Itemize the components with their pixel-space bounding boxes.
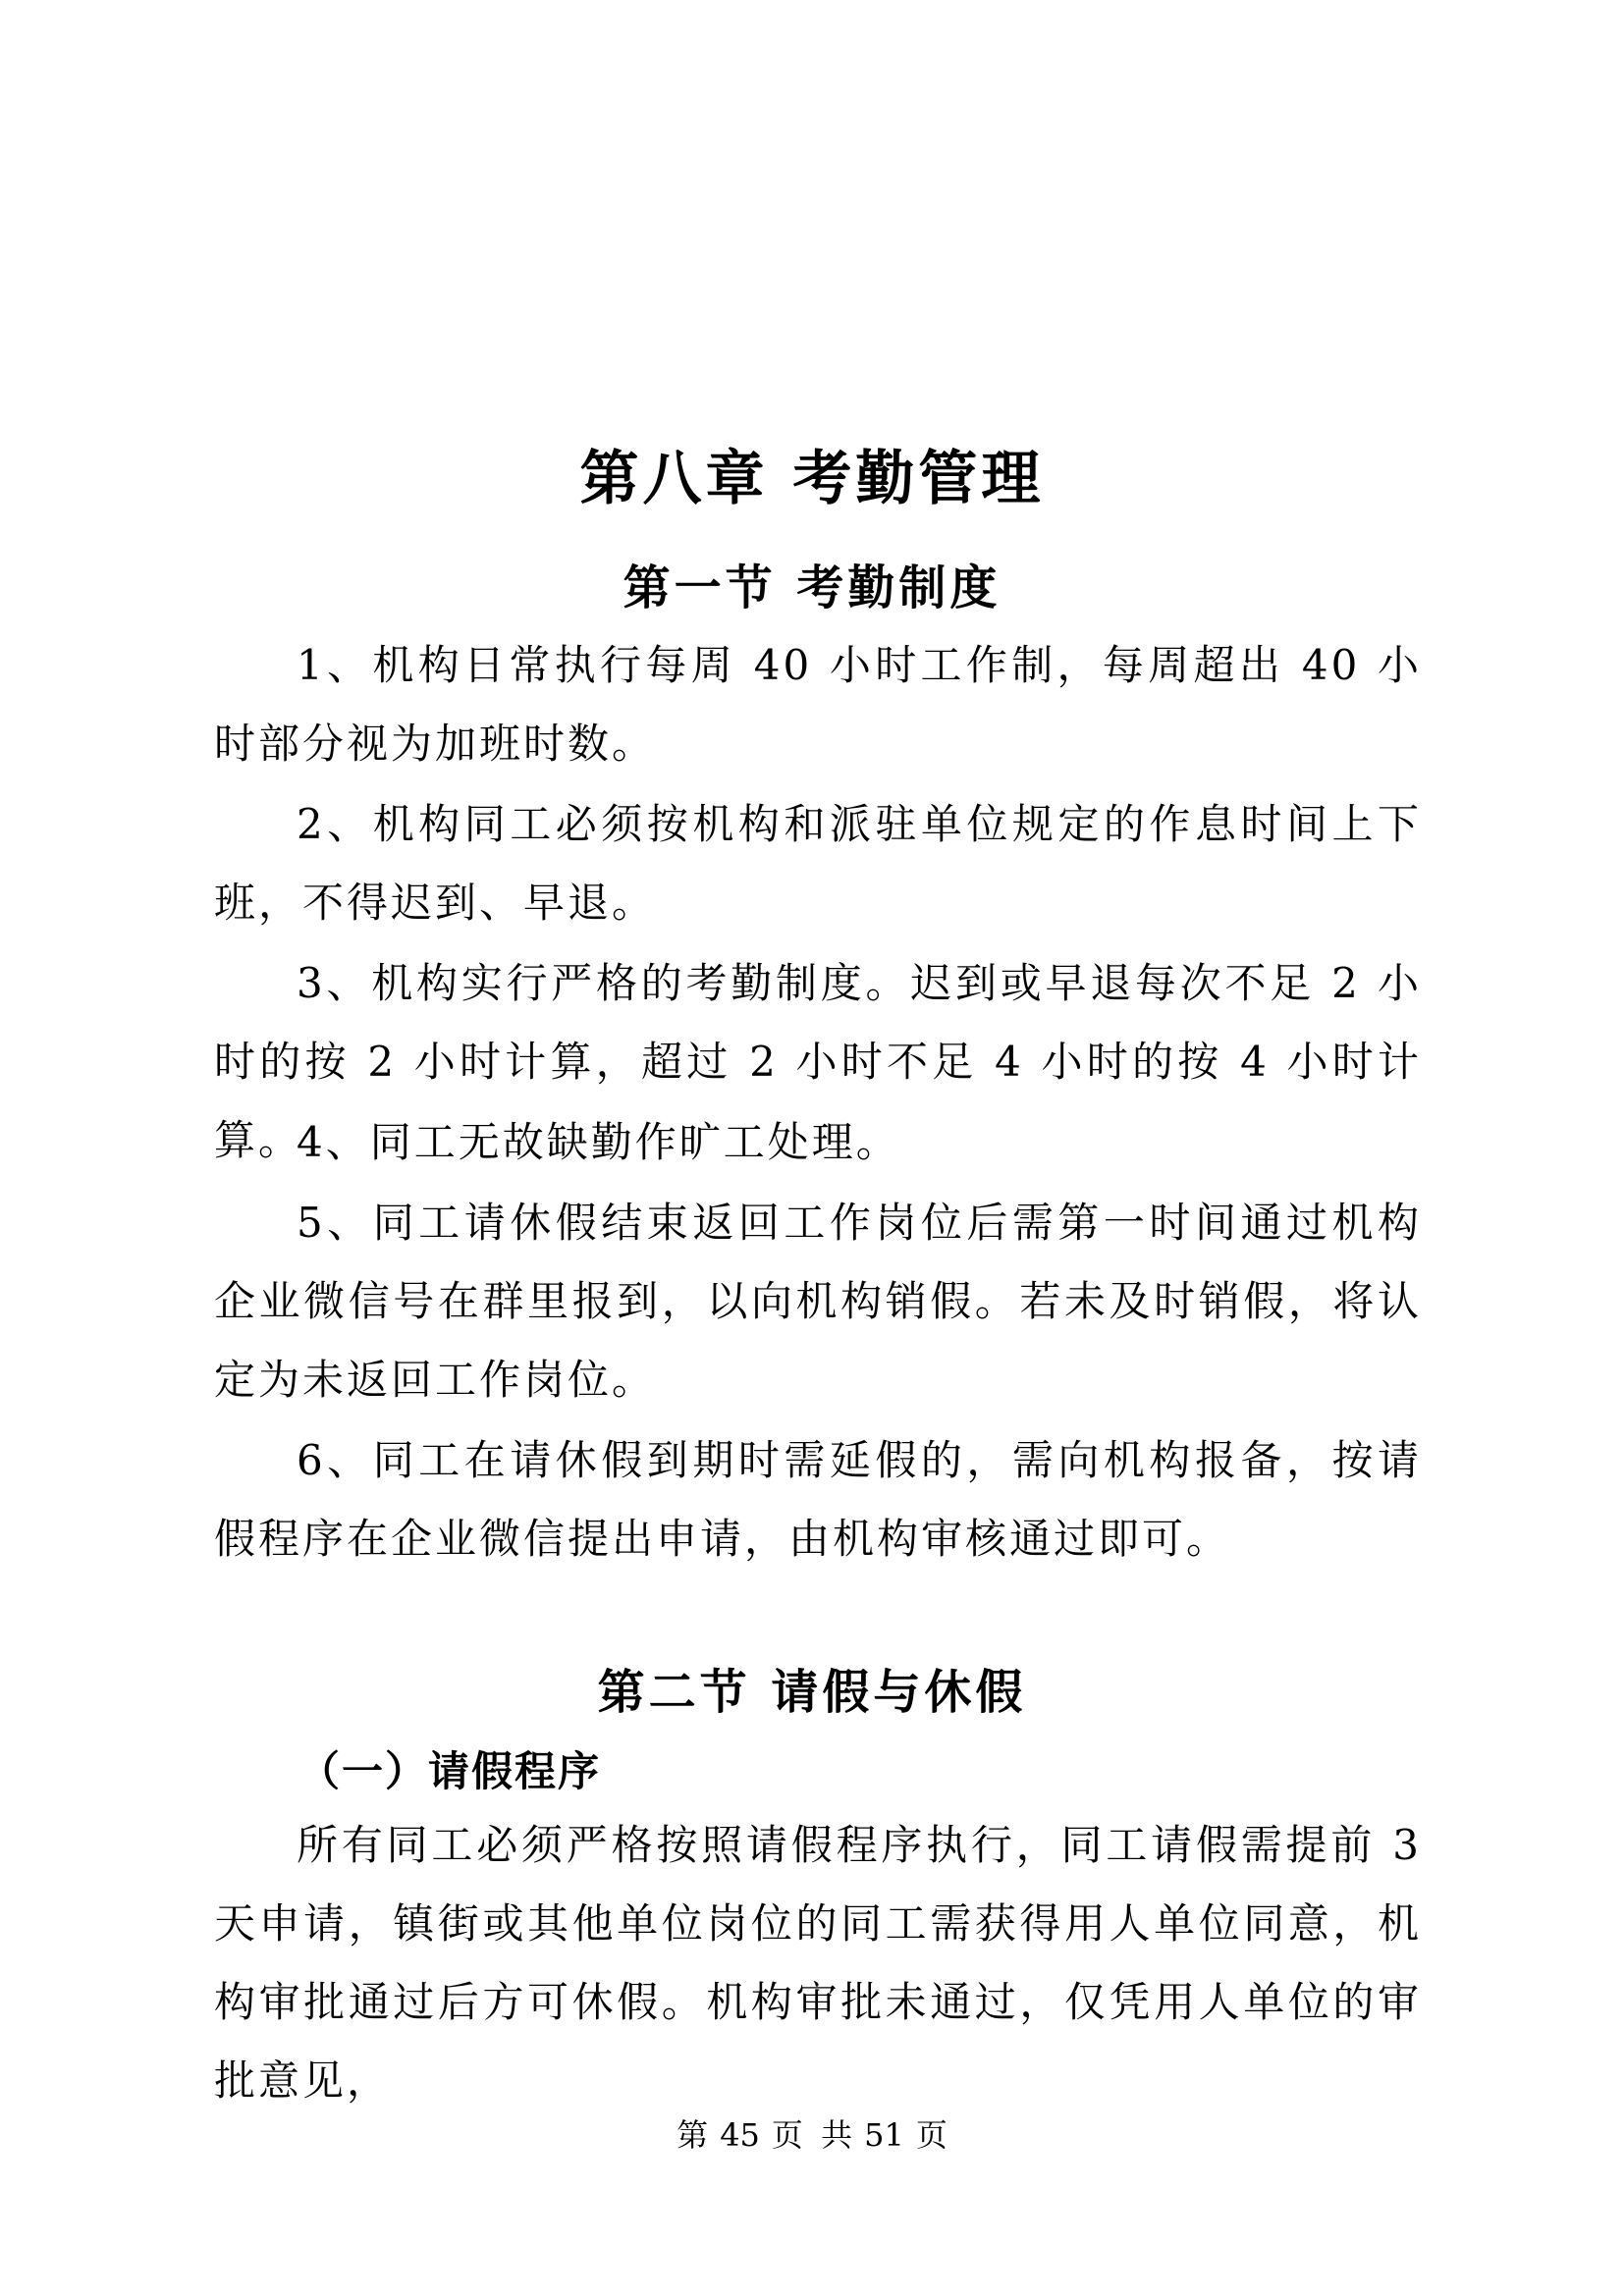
paragraph-item-3: 3、机构实行严格的考勤制度。迟到或早退每次不足 2 小时的按 2 小时计算，超过 2 小时不足 4 小时的按 4 小时计算。 xyxy=(214,959,1422,1164)
section-title-2: 第二节 请假与休假 xyxy=(597,1665,1027,1720)
footer-total-pages: 51 xyxy=(864,2116,904,2154)
footer-suffix: 页 xyxy=(915,2116,947,2154)
footer-middle: 页 共 xyxy=(771,2116,853,2154)
paragraph-item-1: 1、机构日常执行每周 40 小时工作制，每周超出 40 小时部分视为加班时数。 xyxy=(214,641,1422,768)
paragraph-item-6: 6、同工在请休假到期时需延假的，需向机构报备，按请假程序在企业微信提出申请，由机构审核通过即可。 xyxy=(214,1436,1422,1563)
footer-prefix: 第 xyxy=(677,2116,709,2154)
paragraph-item-5: 5、同工请休假结束返回工作岗位后需第一时间通过机构企业微信号在群里报到，以向机构销假。若未及时销假，将认定为未返回工作岗位。 xyxy=(214,1199,1422,1404)
page-footer xyxy=(0,2110,1624,2156)
section-title-1: 第一节 考勤制度 xyxy=(623,561,1001,615)
subsection-title: （一）请假程序 xyxy=(298,1747,602,1795)
paragraph-item-2: 2、机构同工必须按机构和派驻单位规定的作息时间上下班，不得迟到、早退。 xyxy=(214,800,1422,927)
paragraph-item-4: 4、同工无故缺勤作旷工处理。 xyxy=(297,1118,900,1166)
chapter-title: 第八章 考勤管理 xyxy=(579,445,1045,513)
footer-current-page: 45 xyxy=(720,2116,760,2154)
paragraph-leave-procedure: 所有同工必须严格按照请假程序执行，同工请假需提前 3 天申请，镇街或其他单位岗位的同工需获得用人单位同意，机构审批通过后方可休假。机构审批未通过，仅凭用人单位的审批意见， xyxy=(214,1821,1422,2105)
